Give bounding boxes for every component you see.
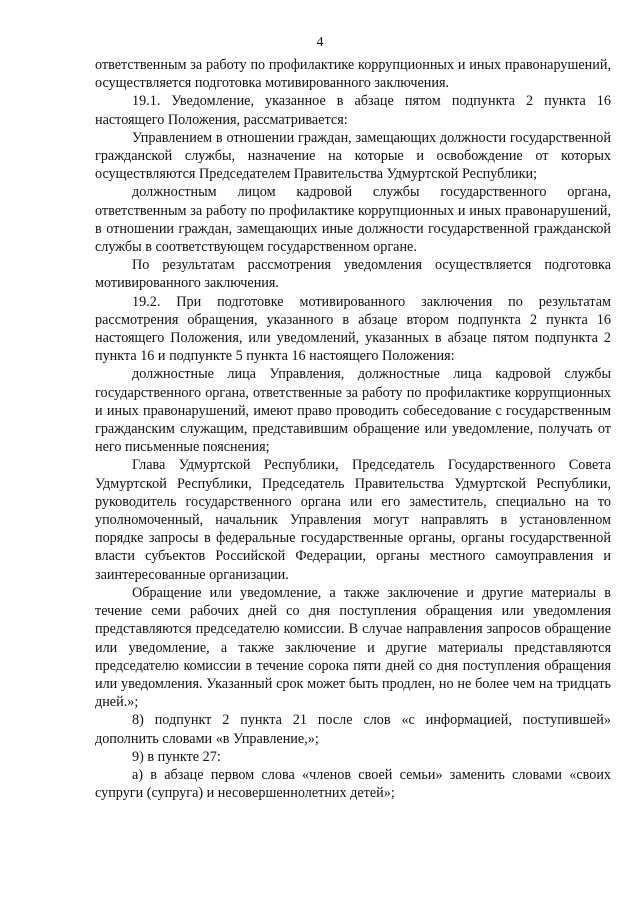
paragraph-1: ответственным за работу по профилактике коррупционных и иных правонарушений, осуществляется подготовка мотивированного заключения. [95,57,611,92]
paragraph-3: Управлением в отношении граждан, замещающих должности государственной гражданской службы, назначение на которые и освобождение от которых осуществляются Председателем Правительства Удмуртской Республики; [95,129,611,183]
paragraph-12: а) в абзаце первом слова «членов своей семьи» заменить словами «своих супруги (супруга) и несовершеннолетних детей»; [95,766,611,802]
document-body [95,56,611,802]
paragraph-5: По результатам рассмотрения уведомления осуществляется подготовка мотивированного заключения. [95,257,611,292]
page-number: 4 [316,35,324,50]
paragraph-11: 9) в пункте 27: [132,748,221,765]
paragraph-2: 19.1. Уведомление, указанное в абзаце пятом подпункта 2 пункта 16 настоящего Положения, рассматривается: [95,93,611,128]
paragraph-7: должностные лица Управления, должностные лица кадровой службы государственного органа, ответственные за работу по профилактике коррупционных и иных правонарушений, имеют право проводить собеседование с государственным гражданским служащим, представившим обращение или уведомление, получать от него письменные пояснения; [95,366,611,456]
paragraph-6: 19.2. При подготовке мотивированного заключения по результатам рассмотрения обращения, указанного в абзаце втором подпункта 2 пункта 16 настоящего Положения, или уведомлений, указанных в абзаце пятом подпункта 2 пункта 16 и подпункте 5 пункта 16 настоящего Положения: [95,293,611,365]
paragraph-9: Обращение или уведомление, а также заключение и другие материалы в течение семи рабочих дней со дня поступления обращения или уведомления представляются председателю комиссии. В случае направления запросов обращение или уведомление, а также заключение и другие материалы представляются председателю комиссии в течение сорока пяти дней со дня поступления обращения или уведомления. Указанный срок может быть продлен, но не более чем на тридцать дней.»; [95,584,611,711]
paragraph-8: Глава Удмуртской Республики, Председатель Государственного Совета Удмуртской Республики, Председатель Правительства Удмуртской Республики, руководитель государственного органа или его заместитель, специально на то уполномоченный, начальник Управления могут направлять в установленном порядке запросы в федеральные государственные органы, органы государственной власти субъектов Российской Федерации, органы местного самоуправления и заинтересованные организации. [95,457,611,583]
paragraph-10: 8) подпункт 2 пункта 21 после слов «с информацией, поступившей» дополнить словами «в Управление,»; [95,712,611,747]
paragraph-4: должностным лицом кадровой службы государственного органа, ответственным за работу по профилактике коррупционных и иных правонарушений, в отношении граждан, замещающих иные должности государственной гражданской службы в соответствующем государственном органе. [95,184,611,256]
